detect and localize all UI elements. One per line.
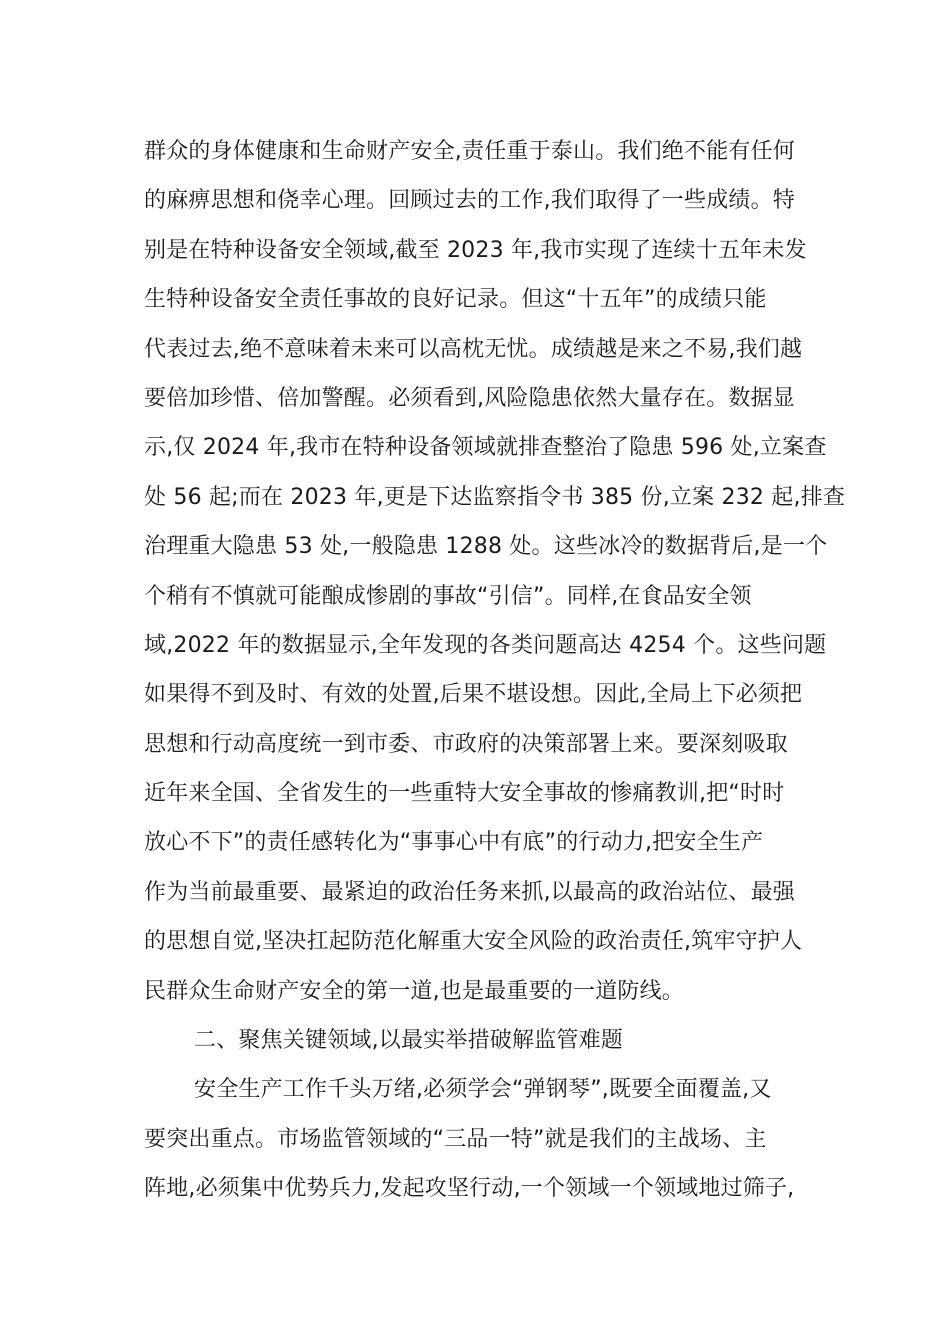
- paragraph-line: 要突出重点。市场监管领域的“三品一特”就是我们的主战场、主: [144, 1126, 767, 1152]
- paragraph-line: 民群众生命财产安全的第一道,也是最重要的一道防线。: [144, 978, 684, 1004]
- document-body: [144, 127, 846, 1214]
- paragraph-line: 近年来全国、全省发生的一些重特大安全事故的惨痛教训,把“时时: [144, 781, 785, 807]
- paragraph-line: 个稍有不慎就可能酿成惨剧的事故“引信”。同样,在食品安全领: [144, 583, 752, 609]
- paragraph-line: 如果得不到及时、有效的处置,后果不堪设想。因此,全局上下必须把: [144, 682, 803, 708]
- paragraph-line: 别是在特种设备安全领域,截至 2023 年,我市实现了连续十五年未发: [144, 237, 807, 263]
- paragraph-line: 的麻痹思想和侥幸心理。回顾过去的工作,我们取得了一些成绩。特: [144, 188, 795, 214]
- paragraph-line: 治理重大隐患 53 处,一般隐患 1288 处。这些冰冷的数据背后,是一个: [144, 534, 828, 560]
- paragraph-line: 要倍加珍惜、倍加警醒。必须看到,风险隐患依然大量存在。数据显: [144, 385, 795, 411]
- paragraph-line: 示,仅 2024 年,我市在特种设备领域就排查整治了隐患 596 处,立案查: [144, 435, 827, 461]
- paragraph-line: 生特种设备安全责任事故的良好记录。但这“十五年”的成绩只能: [144, 287, 767, 313]
- paragraph-line: 放心不下”的责任感转化为“事事心中有底”的行动力,把安全生产: [144, 830, 764, 856]
- paragraph-line: 思想和行动高度统一到市委、市政府的决策部署上来。要深刻吸取: [144, 731, 788, 757]
- paragraph-line: 安全生产工作千头万绪,必须学会“弹钢琴”,既要全面覆盖,又: [194, 1077, 772, 1103]
- paragraph-line: 的思想自觉,坚决扛起防范化解重大安全风险的政治责任,筑牢守护人: [144, 929, 803, 955]
- paragraph-line: 阵地,必须集中优势兵力,发起攻坚行动,一个领域一个领域地过筛子,: [144, 1176, 795, 1202]
- paragraph-line: 域,2022 年的数据显示,全年发现的各类问题高达 4254 个。这些问题: [144, 632, 827, 658]
- paragraph-line: 处 56 起;而在 2023 年,更是下达监察指令书 385 份,立案 232 起,排查: [144, 484, 846, 510]
- paragraph-line: 作为当前最重要、最紧迫的政治任务来抓,以最高的政治站位、最强: [144, 879, 795, 905]
- paragraph-line: 代表过去,绝不意味着未来可以高枕无忧。成绩越是来之不易,我们越: [144, 336, 803, 362]
- paragraph-line: 群众的身体健康和生命财产安全,责任重于泰山。我们绝不能有任何: [144, 139, 795, 164]
- section-heading: 二、聚焦关键领域,以最实举措破解监管难题: [194, 1028, 623, 1054]
